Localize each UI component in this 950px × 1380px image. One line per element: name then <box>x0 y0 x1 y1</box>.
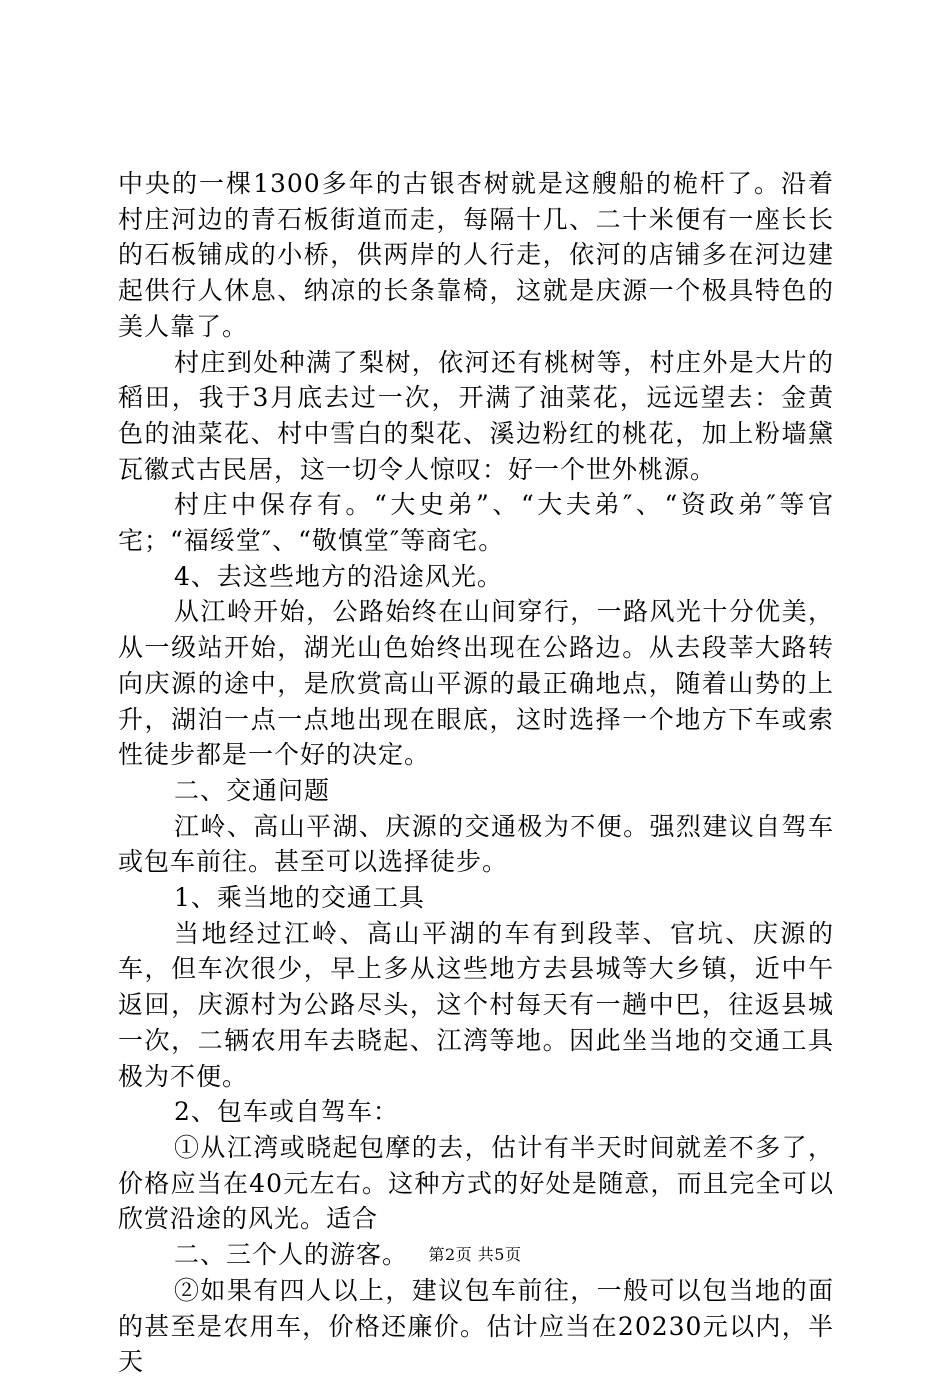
paragraph-option-motorbike: ①从江湾或晓起包摩的去，估计有半天时间就差不多了，价格应当在40元左右。这种方式的好处是随意，而且完全可以欣赏沿途的风光。适合 <box>118 1132 834 1234</box>
document-body <box>118 166 834 1380</box>
paragraph-preserved-residences: 村庄中保存有。“大史弟”、“大夫弟″、“资政弟″等官宅；“福绥堂″、“敬慎堂″等商宅。 <box>118 490 834 556</box>
section-heading-scenery: 4、去这些地方的沿途风光。 <box>174 561 503 591</box>
page-footer: 第2页 共5页 <box>428 1245 522 1264</box>
paragraph-transport-advice: 江岭、高山平湖、庆源的交通极为不便。强烈建议自驾车或包车前往。甚至可以选择徒步。 <box>118 811 834 877</box>
paragraph-village-blossoms: 村庄到处种满了梨树，依河还有桃树等，村庄外是大片的稻田，我于3月底去过一次，开满了油菜花，远远望去：金黄色的油菜花、村中雪白的梨花、溪边粉红的桃花，加上粉墙黛瓦徽式古民居，这一切令人惊叹：好一个世外桃源。 <box>118 347 834 484</box>
paragraph-scenery-route: 从江岭开始，公路始终在山间穿行，一路风光十分优美，从一级站开始，湖光山色始终出现在公路边。从去段莘大路转向庆源的途中，是欣赏高山平源的最正确地点，随着山势的上升，湖泊一点一点地出现在眼底，这时选择一个地方下车或索性徒步都是一个好的决定。 <box>118 597 834 770</box>
paragraph-local-buses: 当地经过江岭、高山平湖的车有到段莘、官坑、庆源的车，但车次很少，早上多从这些地方去县城等大乡镇，近中午返回，庆源村为公路尽头，这个村每天有一趟中巴，往返县城一次，二辆农用车去晓起、江湾等地。因此坐当地的交通工具极为不便。 <box>118 918 834 1091</box>
paragraph-ginkgo-mast: 中央的一棵1300多年的古银杏树就是这艘船的桅杆了。沿着村庄河边的青石板街道而走，每隔十几、二十米便有一座长长的石板铺成的小桥，供两岸的人行走，依河的店铺多在河边建起供行人休息、纳凉的长条靠椅，这就是庆源一个极具特色的美人靠了。 <box>118 169 834 341</box>
paragraph-small-groups: 二、三个人的游客。 <box>174 1240 409 1270</box>
paragraph-option-charter: ②如果有四人以上，建议包车前往，一般可以包当地的面的甚至是农用车，价格还廉价。估计应当在20230元以内，半天 <box>118 1275 834 1377</box>
section-heading-transport: 二、交通问题 <box>174 775 331 805</box>
subheading-charter-drive: 2、包车或自驾车： <box>174 1097 399 1127</box>
subheading-local-transport: 1、乘当地的交通工具 <box>174 883 425 913</box>
